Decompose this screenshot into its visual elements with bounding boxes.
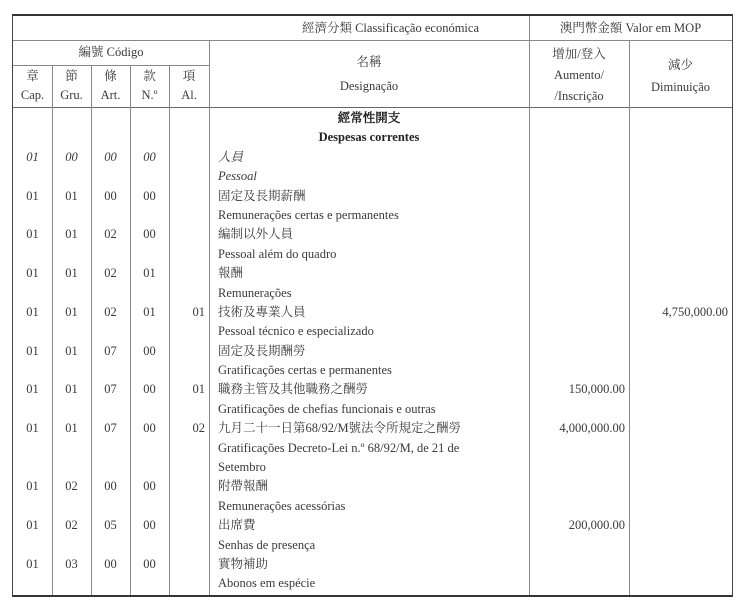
code-gru: 03 <box>65 556 78 571</box>
code-gru: 02 <box>65 479 78 494</box>
table-row <box>13 458 732 477</box>
col-al <box>169 65 209 107</box>
table-row <box>13 245 732 264</box>
col-label: 章 <box>26 69 39 83</box>
table-row <box>13 167 732 186</box>
col-label: Gru. <box>60 88 83 102</box>
designation-text: 職務主管及其他職務之酬勞 <box>218 382 369 397</box>
code-cap: 01 <box>26 382 39 397</box>
designacao-pt: Designação <box>339 79 399 93</box>
table-row <box>13 536 732 555</box>
code-art: 00 <box>104 556 117 571</box>
code-cap: 01 <box>26 343 39 358</box>
code-gru: 02 <box>65 518 78 533</box>
designation-text: 編制以外人員 <box>218 227 294 242</box>
code-gru: 01 <box>65 343 78 358</box>
code-gru: 01 <box>65 188 78 203</box>
col-gru <box>52 65 91 107</box>
code-art: 00 <box>104 479 117 494</box>
code-art: 02 <box>104 266 117 281</box>
code-n: 00 <box>143 421 156 436</box>
col-label: 款 <box>143 69 156 83</box>
code-gru: 01 <box>65 227 78 242</box>
table-row <box>13 225 732 244</box>
aumento-value: 200,000.00 <box>568 518 625 533</box>
diminuicao-header <box>629 46 732 106</box>
code-cap: 01 <box>26 479 39 494</box>
designation-text: 九月二十一日第68/92/M號法令所規定之酬勞 <box>218 421 462 436</box>
code-cap: 01 <box>26 188 39 203</box>
table-row <box>13 148 732 167</box>
designacao-zh: 名稱 <box>356 55 382 69</box>
designation-text: Pessoal técnico e especializado <box>218 324 374 339</box>
code-gru: 01 <box>65 421 78 436</box>
codigo-header: 編號 Código <box>78 45 144 59</box>
code-n: 00 <box>143 518 156 533</box>
designacao-header <box>209 44 529 104</box>
table-row <box>13 497 732 516</box>
table-row <box>13 574 732 593</box>
col-label: Art. <box>100 88 121 102</box>
designation-text: Remunerações <box>218 285 292 300</box>
table-row <box>13 284 732 303</box>
col-art <box>91 65 130 107</box>
table-row <box>13 342 732 361</box>
designation-text: 出席費 <box>218 518 256 533</box>
code-cap: 01 <box>26 227 39 242</box>
designation-text: Gratificações certas e permanentes <box>218 363 392 378</box>
code-n: 00 <box>143 343 156 358</box>
table-row <box>13 109 732 128</box>
designation-text: 固定及長期薪酬 <box>218 188 306 203</box>
designation-text: Abonos em espécie <box>218 576 316 591</box>
code-al: 01 <box>192 304 205 319</box>
designation-text: 經常性開支 <box>337 111 401 125</box>
code-cap: 01 <box>26 266 39 281</box>
designation-text: Setembro <box>218 460 266 475</box>
table-row <box>13 322 732 341</box>
code-al: 01 <box>192 382 205 397</box>
designation-text: Remunerações certas e permanentes <box>218 207 399 222</box>
designation-text: Gratificações Decreto-Lei n.º 68/92/M, de 21 de <box>218 440 460 455</box>
code-cap: 01 <box>26 149 39 164</box>
table-row <box>13 187 732 206</box>
diminuicao-pt: Diminuição <box>650 80 710 94</box>
designation-text: Gratificações de chefias funcionais e outras <box>218 401 436 416</box>
table-row <box>13 516 732 535</box>
budget-table <box>12 14 733 597</box>
table-row <box>13 419 732 438</box>
designation-text: 實物補助 <box>218 556 269 571</box>
code-cap: 01 <box>26 421 39 436</box>
designation-text: Remunerações acessórias <box>218 498 346 513</box>
table-row <box>13 477 732 496</box>
table-row <box>13 264 732 283</box>
inscricao-pt: /Inscrição <box>554 88 604 103</box>
code-gru: 01 <box>65 304 78 319</box>
table-row <box>13 380 732 399</box>
code-n: 00 <box>143 227 156 242</box>
code-art: 07 <box>104 382 117 397</box>
aumento-zh: 增加/登入 <box>552 46 606 61</box>
code-gru: 01 <box>65 266 78 281</box>
code-al: 02 <box>192 421 205 436</box>
code-n: 00 <box>143 479 156 494</box>
code-gru: 00 <box>65 149 78 164</box>
code-cap: 01 <box>26 518 39 533</box>
code-art: 00 <box>104 188 117 203</box>
code-n: 00 <box>143 149 156 164</box>
code-art: 02 <box>104 227 117 242</box>
code-n: 00 <box>143 188 156 203</box>
aumento-value: 150,000.00 <box>568 382 625 397</box>
designation-text: Senhas de presença <box>218 537 316 552</box>
table-row <box>13 206 732 225</box>
code-art: 07 <box>104 343 117 358</box>
table-row <box>13 400 732 419</box>
table-body <box>13 109 732 594</box>
code-n: 00 <box>143 382 156 397</box>
designation-text: 附帶報酬 <box>218 479 269 494</box>
designation-text: 技術及專業人員 <box>218 304 306 319</box>
designation-text: Pessoal além do quadro <box>218 246 337 261</box>
col-label: N.º <box>141 88 158 102</box>
designation-text: 固定及長期酬勞 <box>218 343 306 358</box>
col-cap <box>13 65 52 107</box>
table-row <box>13 555 732 574</box>
diminuicao-value: 4,750,000.00 <box>662 304 728 319</box>
code-art: 05 <box>104 518 117 533</box>
diminuicao-zh: 減少 <box>667 58 693 72</box>
classification-header: 經濟分類 Classificação económica <box>301 20 479 35</box>
code-art: 02 <box>104 304 117 319</box>
col-label: 條 <box>104 69 117 83</box>
designation-text: 報酬 <box>218 266 244 281</box>
table-row <box>13 439 732 458</box>
col-n <box>130 65 169 107</box>
aumento-header <box>529 42 629 108</box>
designation-text: Despesas correntes <box>318 130 420 145</box>
code-art: 07 <box>104 421 117 436</box>
table-row <box>13 361 732 380</box>
code-gru: 01 <box>65 382 78 397</box>
code-cap: 01 <box>26 556 39 571</box>
col-label: 項 <box>182 69 196 83</box>
designation-text: 人員 <box>218 149 244 164</box>
col-label: 節 <box>65 69 78 83</box>
code-art: 00 <box>104 149 117 164</box>
col-label: Al. <box>181 88 197 102</box>
col-label: Cap. <box>20 88 45 102</box>
table-row <box>13 303 732 322</box>
code-cap: 01 <box>26 304 39 319</box>
code-n: 01 <box>143 266 156 281</box>
code-n: 01 <box>143 304 156 319</box>
designation-text: Pessoal <box>218 169 257 184</box>
aumento-value: 4,000,000.00 <box>559 421 625 436</box>
table-row <box>13 128 732 147</box>
code-n: 00 <box>143 556 156 571</box>
valor-header: 澳門幣金額 Valor em MOP <box>559 20 702 35</box>
aumento-pt: Aumento/ <box>554 67 604 82</box>
